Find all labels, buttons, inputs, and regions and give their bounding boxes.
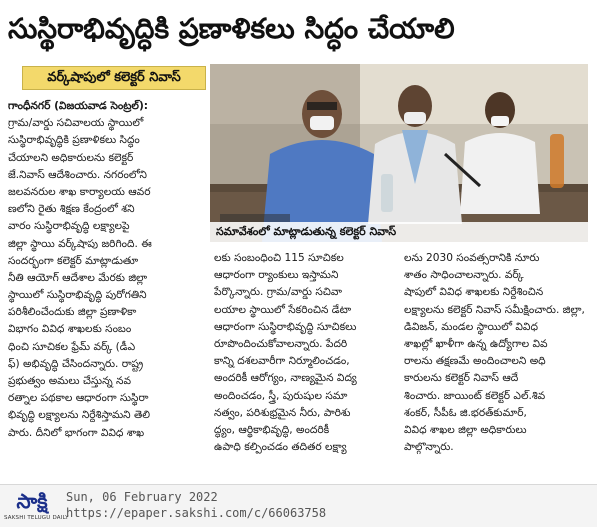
body-line: వివిధ శాఖల జిల్లా అధికారులు	[404, 423, 527, 436]
body-line: లకు సంబంధించి 115 సూచికల	[214, 252, 344, 264]
body-line: సుస్థిరాభివృద్ధికి ప్రణాళికలు సిద్ధం	[8, 134, 140, 147]
body-line: జలవనరుల శాఖ కార్యాలయ ఆవర	[8, 185, 151, 198]
body-line: సందర్భంగా కలెక్టర్‌ మాట్లాడుతూ	[8, 254, 139, 267]
article-column-2	[214, 250, 390, 478]
body-line: రత్నాల పథకాల ఆధారంగా సుస్థిరా	[8, 392, 149, 405]
body-line: లను 2030 సంవత్సరానికి నూరు	[404, 252, 540, 264]
photo-caption: సమావేశంలో మాట్లాడుతున్న కలెక్టర్‌ నివాస్‌	[210, 222, 588, 242]
body-line: ణలోని రైతు శిక్షణ కేంద్రంలో శని	[8, 203, 135, 216]
body-line: ఫ్‌) అభివృద్ధి చేసిందన్నారు. రాష్ట్ర	[8, 357, 144, 370]
body-line: పారు. దీనిలో భాగంగా వివిధ శాఖ	[8, 426, 145, 439]
epaper-footer	[0, 484, 597, 527]
body-line: ఆధారంగా ర్యాంకులు ఇస్తామని	[214, 269, 339, 282]
body-line: కారులను కలెక్టర్‌ నివాస్‌ ఆదే	[404, 372, 519, 385]
sakshi-logo[interactable]	[4, 489, 69, 523]
body-line: షాపులో వివిధ శాఖలకు నిర్దేశించిన	[404, 286, 544, 299]
body-line: పేర్కొన్నారు. గ్రామ/వార్డు సచివా	[214, 286, 342, 299]
logo-wordmark: సాక్షి	[16, 489, 48, 513]
body-line: కాన్ని దశలవారీగా నిర్మూలించడం,	[214, 355, 350, 368]
body-line: జిల్లా స్థాయి వర్క్‌షాపు జరిగింది. ఈ	[8, 237, 152, 250]
body-line: శంకర్‌, సీపీఓ జి.భరత్‌కుమార్‌,	[404, 406, 527, 419]
body-line: ఆధారంగా సుస్థిరాభివృద్ధి సూచికలు	[214, 320, 357, 333]
body-line: అందరికీ ఆరోగ్యం, నాణ్యమైన విద్య	[214, 372, 357, 385]
body-line: స్థాయిలో సుస్థిరాభివృద్ధి పురోగతిని	[8, 289, 147, 302]
body-line: విభాగం వివిధ శాఖలకు సంబం	[8, 323, 132, 336]
edition-date: Sun, 06 February 2022	[66, 490, 218, 504]
body-line: ద్ధ్యం, ఆర్థికాభివృద్ధి, అందరికీ	[214, 423, 330, 436]
article-column-1	[8, 98, 200, 476]
dateline: గాంధీనగర్‌ (విజయవాడ సెంట్రల్‌):	[8, 100, 149, 112]
body-line: ప్రభుత్వం అమలు చేస్తున్న నవ	[8, 375, 131, 387]
body-line: శాఖల్లో ఖాళీగా ఉన్న ఉద్యోగాల వివ	[404, 337, 548, 350]
body-line: రాలను తక్షణమే అందించాలని అధి	[404, 355, 546, 368]
body-line: పాల్గొన్నారు.	[404, 441, 454, 454]
body-line: ధించి సూచికల ఫ్రేమ్‌ వర్క్‌ (డీఎ	[8, 340, 136, 353]
body-line: భివృద్ధి లక్ష్యాలను నిర్దేశిస్తామని తెలి	[8, 409, 150, 422]
article-photo	[210, 64, 588, 242]
article-kicker: వర్క్‌షాపులో కలెక్టర్‌ నివాస్‌	[22, 66, 206, 90]
body-line: ఉపాధి కల్పించడం తదితర లక్ష్యా	[214, 441, 347, 454]
body-line: వారం సుస్థిరాభివృద్ధి లక్ష్యాలపై	[8, 220, 130, 233]
body-line: శించారు. జాయింట్‌ కలెక్టర్‌ ఎల్‌.శివ	[404, 389, 546, 402]
body-line: డివిజన్‌, మండల స్థాయిలో వివిధ	[404, 320, 538, 333]
body-line: లయాల స్థాయిలో సేకరించిన డేటా	[214, 303, 352, 316]
body-line: పరిశీలించేందుకు జిల్లా ప్రణాళికా	[8, 306, 137, 319]
body-line: నీతి ఆయోగ్‌ ఆదేశాల మేరకు జిల్లా	[8, 271, 148, 284]
body-line: నత్వం, పరిశుభ్రమైన నీరు, పారిశు	[214, 406, 351, 419]
epaper-link[interactable]: https://epaper.sakshi.com/c/66063758	[66, 506, 327, 520]
body-line: గ్రామ/వార్డు సచివాలయ స్థాయిలో	[8, 117, 144, 130]
body-line: చేయాలని అధికారులను కలెక్టర్‌	[8, 151, 134, 164]
article-column-3	[404, 250, 588, 478]
article-headline: సుస్థిరాభివృద్ధికి ప్రణాళికలు సిద్ధం చేయాలి	[8, 12, 455, 45]
body-line: రూపొందించుకోవాలన్నారు. పేదరి	[214, 337, 348, 350]
body-line: లక్ష్యాలను కలెక్టర్‌ నివాస్‌ సమీక్షించారు. జిల్లా,	[404, 303, 585, 316]
logo-subtext: SAKSHI TELUGU DAILY	[4, 515, 69, 521]
body-line: శాతం సాధించాలన్నారు. వర్క్‌	[404, 269, 524, 282]
body-line: అందించడం, స్త్రీ, పురుషుల సమా	[214, 389, 348, 402]
body-line: జే.నివాస్‌ ఆదేశించారు. నగరంలోని	[8, 168, 147, 181]
